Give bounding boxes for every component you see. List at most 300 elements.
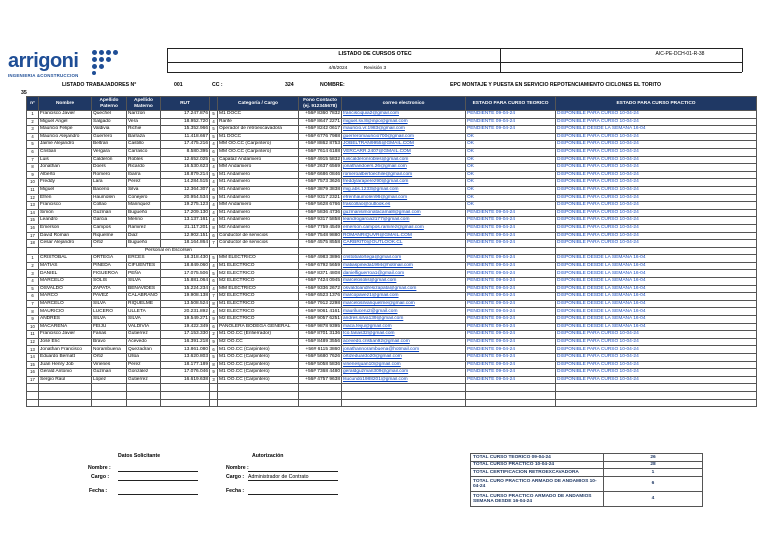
last-name-maternal: Conejero	[127, 194, 161, 202]
table-row	[27, 331, 757, 339]
practice-status: DISPONIBLE DESDE LA SEMANA 16-04	[556, 255, 757, 263]
practice-status: DISPONIBLE DESDE LA SEMANA 16-04	[556, 323, 757, 331]
rut-dv: 9	[210, 194, 218, 202]
total-label: TOTAL CURO PRACTICO ARMADO DE ANDAMIOS 10-04-24	[471, 476, 604, 491]
last-name-maternal: VALDIVIA	[127, 323, 161, 331]
theory-status: PENDIENTE 09-04-24	[466, 224, 556, 232]
row-number: 18	[27, 240, 39, 248]
rut: 21.117.201	[161, 224, 210, 232]
table-row	[27, 232, 757, 240]
practice-status: DISPONIBLE PARA CURSO 10-04-24	[556, 361, 757, 369]
email-link[interactable]: osvaldoandresizapata@gmail.com	[342, 285, 466, 293]
rut-dv: 8	[210, 361, 218, 369]
phone: +56# 6115 3860	[299, 346, 342, 354]
table-row	[27, 202, 757, 210]
theory-status: PENDIENTE 09-04-24	[466, 217, 556, 225]
rut-dv: 4	[210, 262, 218, 270]
rut: 17.247.876	[161, 111, 210, 119]
first-name: Miguel	[39, 186, 92, 194]
row-number: 2	[27, 262, 39, 270]
email-link[interactable]: mig.abs.1233@gmail.com	[342, 186, 466, 194]
column-header: n°	[27, 97, 39, 111]
email-link[interactable]: acevedo.cristian92@gmail.com	[342, 338, 466, 346]
phone: +56# 9317 2321	[299, 194, 342, 202]
phone: +56# 4983 3896	[299, 255, 342, 263]
theory-status: PENDIENTE 09-04-24	[466, 308, 556, 316]
rut-dv: 4	[210, 308, 218, 316]
column-header: Categoría / Cargo	[218, 97, 299, 111]
last-name-paternal: PAVEZ	[92, 293, 127, 301]
table-row	[27, 369, 757, 377]
last-name-maternal: CALABRANO	[127, 293, 161, 301]
phone: +56# 7548 9880	[299, 232, 342, 240]
first-name: Cristian	[39, 148, 92, 156]
rut: 19.908.138	[161, 293, 210, 301]
rut: 16.530.623	[161, 164, 210, 172]
last-name-maternal: Pérez	[127, 179, 161, 187]
first-name: Miguel Angel	[39, 118, 92, 126]
row-number: 13	[27, 346, 39, 354]
workers-list-label: LISTADO TRABAJADORES N°	[62, 82, 137, 88]
rut: 17.153.330	[161, 331, 210, 339]
category: M1 Andamiero	[218, 194, 299, 202]
last-name-maternal: Robles	[127, 156, 161, 164]
email-link[interactable]: leandrogarcia2177@gmail.com	[342, 217, 466, 225]
rut-dv: 6	[210, 148, 218, 156]
rut: 17.475.216	[161, 141, 210, 149]
practice-status: DISPONIBLE PARA CURSO 10-04-24	[556, 331, 757, 339]
email-link[interactable]: JOBELTRAN9955@GMAIL.COM	[342, 141, 466, 149]
table-row	[27, 186, 757, 194]
rut: 20.954.534	[161, 194, 210, 202]
theory-status: OK	[466, 156, 556, 164]
phone: +56# 6523 1376	[299, 293, 342, 301]
row-number: 15	[27, 217, 39, 225]
row-number: 14	[27, 209, 39, 217]
rut: 17.209.130	[161, 209, 210, 217]
email-link[interactable]: efrenhaumolen96@gmail.com	[342, 194, 466, 202]
phone: +56# 5058 5836	[299, 361, 342, 369]
table-row	[27, 293, 757, 301]
row-number: 6	[27, 148, 39, 156]
rut-dv: 4	[210, 209, 218, 217]
first-name: Francisco Javier	[39, 111, 92, 119]
column-header: Fono Contacto (ej. 912345678)	[299, 97, 342, 111]
email-link[interactable]: romeroalbertoechile@gmail.com	[342, 171, 466, 179]
workers-list-number: 001	[174, 82, 183, 88]
category: MM OO.CC (Carpintero)	[218, 141, 299, 149]
practice-status: DISPONIBLE DESDE LA SEMANA 16-04	[556, 316, 757, 324]
theory-status: PENDIENTE 09-04-24	[466, 369, 556, 377]
row-number: 17	[27, 376, 39, 384]
category: M1 DOCC	[218, 133, 299, 141]
table-row	[27, 209, 757, 217]
phone: +56# 7424 0945	[299, 278, 342, 286]
phone: +56# 7614 6188	[299, 148, 342, 156]
category: M2 ELECTRICO	[218, 316, 299, 324]
email-link[interactable]: guerreromauricio700@gmail.com	[342, 133, 466, 141]
last-name-paternal: Lara	[92, 179, 127, 187]
row-number: 9	[27, 316, 39, 324]
email-link[interactable]: fco.farias32@gmail.com	[342, 331, 466, 339]
email-link[interactable]: guzmansimonatacama8@gmail.com	[342, 209, 466, 217]
row-number: 14	[27, 354, 39, 362]
last-name-maternal: Castillo	[127, 141, 161, 149]
rut-dv: 4	[210, 118, 218, 126]
requester-name-line	[118, 471, 198, 472]
requester-cargo-line	[118, 480, 198, 481]
rut: 17.075.506	[161, 270, 210, 278]
email-link[interactable]: matiaspineda1994@hotmail.com	[342, 262, 466, 270]
rut: 16.391.218	[161, 338, 210, 346]
rut-dv: 4	[210, 202, 218, 210]
section-separator-row	[27, 247, 757, 255]
phone: +56# 8489 3556	[299, 338, 342, 346]
email-link[interactable]: mauricio.vr.1983@gmail.com	[342, 126, 466, 134]
first-name: Simón	[39, 209, 92, 217]
first-name: Gerald Antonio	[39, 369, 92, 377]
document-title: LISTADO DE CURSOS OTEC	[338, 51, 412, 57]
authorizer-cargo-label: Cargo :	[226, 474, 245, 480]
totals-row	[471, 454, 703, 462]
first-name: Mauricio Alejandro	[39, 133, 92, 141]
category: M1 OO.CC (Carpintero)	[218, 369, 299, 377]
column-header: RUT	[161, 97, 210, 111]
email-link[interactable]: jonathandoers.26@gmail.com	[342, 164, 466, 172]
cc-value: 324	[285, 82, 294, 88]
category: MM ELECTRICO	[218, 285, 299, 293]
theory-status: PENDIENTE 09-04-24	[466, 331, 556, 339]
rut: 19.422.349	[161, 323, 210, 331]
email-link[interactable]: maca.feiju@gmail.com	[342, 323, 466, 331]
table-row	[27, 278, 757, 286]
phone: +56# 8862 8753	[299, 141, 342, 149]
table-row	[27, 240, 757, 248]
phone: +56# 8242 0617	[299, 126, 342, 134]
table-row	[27, 338, 757, 346]
category: M1 Andamiero	[218, 186, 299, 194]
phone: +56# 6776 7988	[299, 133, 342, 141]
email-link[interactable]: frascollao@outlook.es	[342, 202, 466, 210]
theory-status: PENDIENTE 09-04-24	[466, 126, 556, 134]
row-number: 7	[27, 156, 39, 164]
total-label: TOTAL CERTIFICACION RETROEXCAVADORA	[471, 469, 604, 477]
last-name-paternal: Ortiz	[92, 240, 127, 248]
rut: 18.177.189	[161, 361, 210, 369]
last-name-maternal: RIQUELME	[127, 300, 161, 308]
theory-status: OK	[466, 141, 556, 149]
rut-dv: 3	[210, 376, 218, 384]
last-name-paternal: López	[92, 376, 127, 384]
last-name-maternal: Bugueño	[127, 209, 161, 217]
practice-status: DISPONIBLE DESDE LA SEMANA 16-04	[556, 285, 757, 293]
last-name-paternal: Collao	[92, 202, 127, 210]
practice-status: DISPONIBLE PARA CURSO 10-04-24	[556, 346, 757, 354]
last-name-maternal: Manriquez	[127, 202, 161, 210]
rut-dv: 2	[210, 331, 218, 339]
first-name: DANIEL	[39, 270, 92, 278]
workers-table	[26, 96, 757, 407]
phone: +56# 9336 2672	[299, 285, 342, 293]
table-row	[27, 164, 757, 172]
practice-status: DISPONIBLE PARA CURSO 10-04-24	[556, 224, 757, 232]
category: M1 OO.CC (Carpintero)	[218, 346, 299, 354]
theory-status: OK	[466, 179, 556, 187]
email-link[interactable]: jonathannorambuena@hotmail.com	[342, 346, 466, 354]
last-name-paternal: Valdivia	[92, 126, 127, 134]
practice-status: DISPONIBLE DESDE LA SEMANA 16-04	[556, 293, 757, 301]
last-name-maternal: BENAVIDES	[127, 285, 161, 293]
first-name: Eduardo Bernatt	[39, 354, 92, 362]
rut-dv: 7	[210, 293, 218, 301]
theory-status: PENDIENTE 09-04-24	[466, 262, 556, 270]
practice-status: DISPONIBLE PARA CURSO 10-04-24	[556, 118, 757, 126]
theory-status: PENDIENTE 09-04-24	[466, 361, 556, 369]
rut: 18.952.720	[161, 118, 210, 126]
phone: +56# 6792 5659	[299, 262, 342, 270]
first-name: Emerson	[39, 224, 92, 232]
table-row	[27, 111, 757, 119]
row-number: 3	[27, 126, 39, 134]
empty-row	[27, 384, 757, 392]
theory-status: PENDIENTE 09-04-24	[466, 118, 556, 126]
last-name-paternal: Bacerio	[92, 186, 127, 194]
empty-row	[27, 399, 757, 407]
row-number: 11	[27, 186, 39, 194]
first-name: Cesar Alejandro	[39, 240, 92, 248]
total-label: TOTAL CURSO PRACTICO 10-04-24	[471, 461, 604, 469]
practice-status: DISPONIBLE PARA CURSO 10-04-24	[556, 232, 757, 240]
rut: 15.881.064	[161, 278, 210, 286]
first-name: Alberto	[39, 171, 92, 179]
category: MM Andamiero	[218, 164, 299, 172]
last-name-paternal: Riquelme	[92, 232, 127, 240]
row-number: 6	[27, 293, 39, 301]
last-name-paternal: Bravo	[92, 338, 127, 346]
email-link[interactable]: danielfiguerroa1@gmail.com	[342, 270, 466, 278]
practice-status: DISPONIBLE PARA CURSO 10-04-24	[556, 240, 757, 248]
row-number: 4	[27, 278, 39, 286]
table-row	[27, 224, 757, 232]
email-link[interactable]: marcelosolis@gmail.com	[342, 278, 466, 286]
practice-status: DISPONIBLE PARA CURSO 10-04-24	[556, 148, 757, 156]
authorizer-date-label: Fecha :	[226, 488, 245, 494]
first-name: José Eric	[39, 338, 92, 346]
total-value: 4	[604, 491, 703, 506]
rut: 19.275.123	[161, 202, 210, 210]
project-name: EPC MONTAJE Y PUESTA EN SERVICIO REPOTENCIAMIENTO CICLONES EL TORITO	[450, 82, 662, 88]
phone: +56# 5836 4736	[299, 209, 342, 217]
category: M1 Andamiero	[218, 179, 299, 187]
column-header: Apellido Paterno	[92, 97, 127, 111]
row-number: 1	[27, 255, 39, 263]
practice-status: DISPONIBLE PARA CURSO 10-04-24	[556, 141, 757, 149]
requester-name-label: Nombre :	[88, 465, 111, 471]
theory-status: PENDIENTE 09-04-24	[466, 323, 556, 331]
last-name-paternal: Campos	[92, 224, 127, 232]
last-name-maternal: SILVA	[127, 278, 161, 286]
table-row	[27, 316, 757, 324]
table-row	[27, 171, 757, 179]
header-border-left	[167, 48, 168, 72]
phone: +56# 4915 5832	[299, 156, 342, 164]
column-header: ESTADO PARA CURSO PRACTICO	[556, 97, 757, 111]
table-row	[27, 133, 757, 141]
practice-status: DISPONIBLE PARA CURSO 10-04-24	[556, 194, 757, 202]
totals-row	[471, 461, 703, 469]
first-name: Juan Henry Job	[39, 361, 92, 369]
table-row	[27, 285, 757, 293]
table-row	[27, 179, 757, 187]
last-name-paternal: FIGUEROA	[92, 270, 127, 278]
email-link[interactable]: freddylaraperez90@gmail.com	[342, 179, 466, 187]
phone: +56# 4575 8558	[299, 240, 342, 248]
email-link[interactable]: emerson.campos.ramirez@gmail.com	[342, 224, 466, 232]
theory-status: PENDIENTE 09-04-24	[466, 376, 556, 384]
phone: +56# 7912 2298	[299, 300, 342, 308]
practice-status: DISPONIBLE PARA CURSO 10-04-24	[556, 202, 757, 210]
rut: 16.619.638	[161, 376, 210, 384]
last-name-maternal: Merino	[127, 217, 161, 225]
last-name-maternal: ULLETA	[127, 308, 161, 316]
last-name-maternal: CIFUENTES	[127, 262, 161, 270]
email-link[interactable]: CARBRIT0@OUTLOOK.CL	[342, 240, 466, 248]
row-number: 16	[27, 369, 39, 377]
theory-status: PENDIENTE 09-04-24	[466, 111, 556, 119]
row-number: 1	[27, 111, 39, 119]
first-name: Freddy	[39, 179, 92, 187]
row-number: 2	[27, 118, 39, 126]
table-row	[27, 346, 757, 354]
rut: 15.352.966	[161, 126, 210, 134]
email-link[interactable]: mauriluceru2@gmail.com	[342, 308, 466, 316]
theory-status: OK	[466, 202, 556, 210]
first-name: Jonathan	[39, 164, 92, 172]
rut-dv: 6	[210, 232, 218, 240]
first-name: CRISTOBAL	[39, 255, 92, 263]
table-row	[27, 217, 757, 225]
category: M2 OO.CC	[218, 338, 299, 346]
rut-dv: 6	[210, 346, 218, 354]
rut-dv: 5	[210, 255, 218, 263]
category: M2 ELECTRICO	[218, 270, 299, 278]
email-link[interactable]: marcelosilvariquelme@gmail.com	[342, 300, 466, 308]
row-number: 12	[27, 194, 39, 202]
category: M1 OO.CC (Carpintero)	[218, 361, 299, 369]
theory-status: PENDIENTE 09-04-24	[466, 346, 556, 354]
last-name-paternal: Quechel	[92, 111, 127, 119]
practice-status: DISPONIBLE PARA CURSO 10-04-24	[556, 376, 757, 384]
table-header-row	[27, 97, 757, 111]
phone: +56# 4757 9638	[299, 376, 342, 384]
rut: 13.620.803	[161, 354, 210, 362]
first-name: MARCELO	[39, 300, 92, 308]
email-link[interactable]: ortizeduardo20@gmail.com	[342, 354, 466, 362]
last-name-paternal: Guerrero	[92, 133, 127, 141]
last-name-maternal: Silva	[127, 186, 161, 194]
email-link[interactable]: ROMANRIQUVR@GMAIL.COM	[342, 232, 466, 240]
theory-status: OK	[466, 164, 556, 172]
email-link[interactable]: marcopavez1@gmail.com	[342, 293, 466, 301]
email-link[interactable]: luiscalderonrobles@gmail.com	[342, 156, 466, 164]
requester-cargo-label: Cargo :	[91, 474, 110, 480]
document-code: AIC-PE-DCH-01-R-38	[655, 51, 705, 57]
email-link[interactable]: lsucundo1988201@gmail.com	[342, 376, 466, 384]
rut: 11.418.667	[161, 133, 210, 141]
logo-dots-icon	[92, 50, 132, 74]
email-link[interactable]: virienesjuan10@gmail.com	[342, 361, 466, 369]
email-link[interactable]: francisciquia2@gmail.com	[342, 111, 466, 119]
last-name-maternal: Bugueño	[127, 240, 161, 248]
last-name-maternal: Richie	[127, 126, 161, 134]
table-row	[27, 141, 757, 149]
category: M1 OO.CC (Carpintero)	[218, 354, 299, 362]
row-number: 12	[27, 338, 39, 346]
last-name-paternal: Doers	[92, 164, 127, 172]
category: M1 ELECTRICO	[218, 262, 299, 270]
theory-status: PENDIENTE 09-04-24	[466, 293, 556, 301]
row-number: 17	[27, 232, 39, 240]
phone: +56# 5628 6766	[299, 202, 342, 210]
email-link[interactable]: cristobalortega@gmail.com	[342, 255, 466, 263]
total-value: 1	[604, 469, 703, 477]
requester-title: Datos Solicitante	[118, 453, 161, 459]
rut: 14.284.515	[161, 179, 210, 187]
rut: 19.549.271	[161, 316, 210, 324]
email-link[interactable]: VERCARR.2407@GMAIL.COM	[342, 148, 466, 156]
header-border-top	[167, 48, 742, 49]
category: PAÑOLERA BODEGA GENERAL	[218, 323, 299, 331]
phone: +56# 8371 4808	[299, 270, 342, 278]
last-name-paternal: Ortiz	[92, 354, 127, 362]
last-name-maternal: Quezadran	[127, 346, 161, 354]
phone: +56# 9878 9395	[299, 323, 342, 331]
last-name-maternal: ERCES	[127, 255, 161, 263]
phone: +56# 9061 4161	[299, 308, 342, 316]
row-number: 10	[27, 323, 39, 331]
practice-status: DISPONIBLE PARA CURSO 10-04-24	[556, 171, 757, 179]
total-label: TOTAL CURSO PRACTICO ARMADO DE ANDAMIOS SEMANA DESDE 16-04-24	[471, 491, 604, 506]
document-revision: Revisión 3	[363, 66, 387, 71]
last-name-paternal: Guzman	[92, 369, 127, 377]
last-name-paternal: SILVA	[92, 300, 127, 308]
category: M1 DOCC	[218, 111, 299, 119]
rut: 13.137.161	[161, 217, 210, 225]
first-name: MATIAS	[39, 262, 92, 270]
category: M1 Andamiero	[218, 209, 299, 217]
totals-row	[471, 476, 703, 491]
header-border-mid	[167, 62, 742, 63]
last-name-paternal: Virienes	[92, 361, 127, 369]
first-name: MACARENA	[39, 323, 92, 331]
email-link[interactable]: andres.silva139@gmail.com	[342, 316, 466, 324]
phone: +56# 7573 3626	[299, 179, 342, 187]
last-name-maternal: González	[127, 369, 161, 377]
row-number: 16	[27, 224, 39, 232]
last-name-paternal: Calderón	[92, 156, 127, 164]
last-name-paternal: Haumolen	[92, 194, 127, 202]
practice-status: DISPONIBLE PARA CURSO 10-04-24	[556, 111, 757, 119]
practice-status: DISPONIBLE PARA CURSO 10-04-24	[556, 186, 757, 194]
total-value: 6	[604, 476, 703, 491]
row-number: 10	[27, 179, 39, 187]
last-name-paternal: Beltran	[92, 141, 127, 149]
rut-dv: 4	[210, 179, 218, 187]
email-link[interactable]: miguel.sv.8@inpo@gmail.com	[342, 118, 466, 126]
table-row	[27, 194, 757, 202]
logo-wordmark: arrigoni	[8, 50, 79, 72]
email-link[interactable]: geraldguzman309@gmail.com	[342, 369, 466, 377]
